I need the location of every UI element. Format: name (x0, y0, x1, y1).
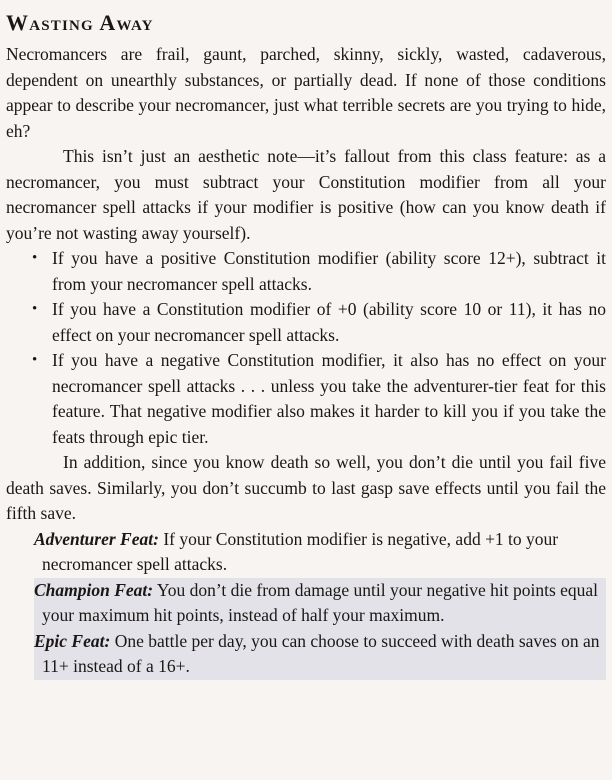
feat-text: You don’t die from damage until your negative hit points equal your maximum hit points, instead of half your maximum. (42, 579, 599, 625)
bullet-icon: • (32, 301, 38, 317)
bullet-icon: • (32, 250, 38, 266)
feat-name: Champion Feat: (34, 579, 154, 600)
list-item-text: If you have a positive Constitution modifier (ability score 12+), subtract it from your necromancer spell attacks. (52, 248, 606, 294)
champion-feat (34, 578, 606, 629)
feats-section (6, 527, 606, 680)
list-item (6, 246, 606, 297)
adventurer-feat (34, 527, 606, 578)
fallout-paragraph: This isn’t just an aesthetic note—it’s fallout from this class feature: as a necromancer, you must subtract your Constitution modifier from all your necromancer spell attacks if your modifier is positive (how can you know death if you’re not wasting away yourself). (6, 146, 606, 243)
epic-feat (34, 629, 606, 680)
death-saves-paragraph: In addition, since you know death so well, you don’t die until you fail five death saves. Similarly, you don’t succumb to last gasp save effects until you fail the fifth save. (6, 452, 606, 523)
list-item (6, 297, 606, 348)
bullet-icon: • (32, 352, 38, 368)
list-item-text: If you have a Constitution modifier of +0 (ability score 10 or 11), it has no effect on your necromancer spell attacks. (52, 299, 606, 345)
intro-paragraph: Necromancers are frail, gaunt, parched, skinny, sickly, wasted, cadaverous, dependent on unearthly substances, or partially dead. If none of those conditions appear to describe your necromancer, just what terrible secrets are you trying to hide, eh? (6, 44, 606, 141)
feat-text: If your Constitution modifier is negative, add +1 to your necromancer spell attacks. (42, 528, 559, 574)
constitution-modifier-list (6, 246, 606, 450)
feat-text: One battle per day, you can choose to succeed with death saves on an 11+ instead of a 16+. (42, 630, 600, 676)
list-item (6, 348, 606, 450)
list-item-text: If you have a negative Constitution modifier, it also has no effect on your necromancer spell attacks . . . unless you take the adventurer-tier feat for this feature. That negative modifier also makes it harder to kill you if you take the feats through epic tier. (52, 350, 606, 447)
feat-name: Adventurer Feat: (34, 528, 159, 549)
section-heading: Wasting Away (6, 10, 154, 35)
feat-name: Epic Feat: (34, 630, 111, 651)
